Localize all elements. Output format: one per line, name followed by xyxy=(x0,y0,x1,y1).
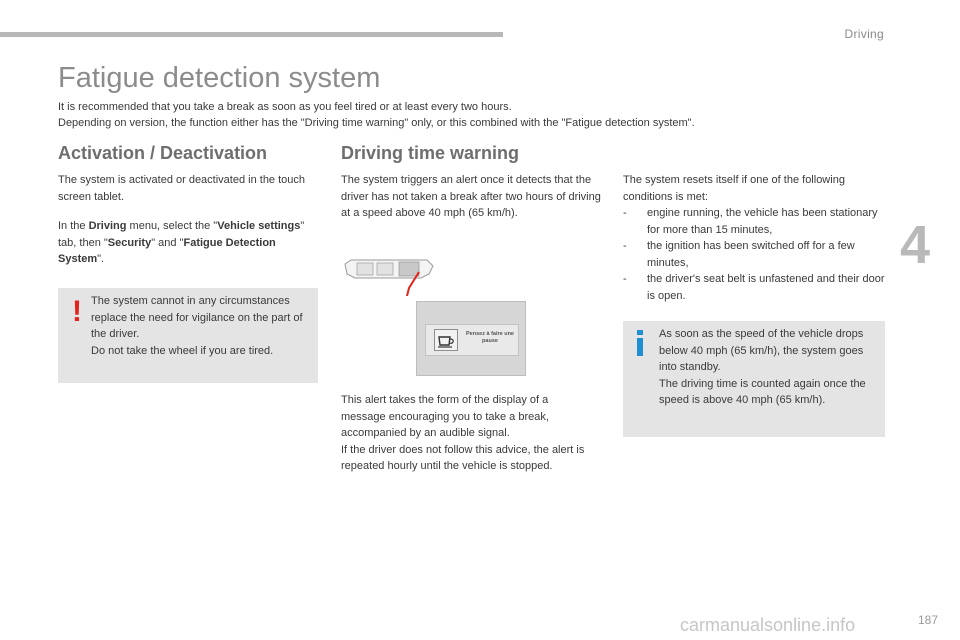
page-number: 187 xyxy=(917,613,938,627)
activation-menu-instructions xyxy=(58,218,313,268)
option-name: Security xyxy=(107,236,152,249)
info-box xyxy=(623,321,885,437)
list-item-text: the ignition has been switched off for a few minutes, xyxy=(647,240,855,269)
list-item-text: engine running, the vehicle has been stationary for more than 15 minutes, xyxy=(647,207,878,236)
page-title: Fatigue detection system xyxy=(58,62,381,94)
list-dash: - xyxy=(623,273,627,285)
warning-line: The system cannot in any circumstances replace the need for vigilance on the part of the driver. xyxy=(91,295,303,340)
top-rule xyxy=(0,32,503,37)
display-screen xyxy=(425,324,519,356)
option-name: Fatigue Detection System xyxy=(58,236,276,265)
coffee-cup-icon xyxy=(434,329,458,351)
text-run: " tab, then " xyxy=(58,220,305,249)
info-text xyxy=(659,326,881,409)
warning-box xyxy=(58,288,318,383)
text-run: ". xyxy=(97,253,105,265)
list-item xyxy=(623,238,885,271)
alert-text: If the driver does not follow this advice, the alert is repeated hourly until the vehicle is stopped. xyxy=(341,443,585,472)
list-item-text: the driver's seat belt is unfastened and their door is open. xyxy=(647,273,885,302)
reset-intro: The system resets itself if one of the following conditions is met: xyxy=(623,174,845,203)
driving-time-text: The system triggers an alert once it detects that the driver has not taken a break after two hours of driving at a speed above 40 mph (65 km/h). xyxy=(341,174,601,219)
warning-line: Do not take the wheel if you are tired. xyxy=(91,344,274,357)
dashboard-console-illustration xyxy=(341,252,436,296)
info-line: As soon as the speed of the vehicle drops below 40 mph (65 km/h), the system goes into standby. xyxy=(659,328,864,373)
display-message: Pensez à faire une pause xyxy=(466,331,514,344)
warning-text xyxy=(91,293,313,359)
intro-line: Depending on version, the function either has the "Driving time warning" only, or this combined with the "Fatigue detection system". xyxy=(58,117,695,129)
info-icon xyxy=(633,328,647,358)
reset-conditions xyxy=(623,172,885,304)
list-item xyxy=(623,205,885,238)
info-line: The driving time is counted again once the speed is above 40 mph (65 km/h). xyxy=(659,377,866,406)
driving-time-heading: Driving time warning xyxy=(341,143,520,163)
activation-heading: Activation / Deactivation xyxy=(58,143,268,163)
instrument-display-illustration xyxy=(416,301,526,376)
intro-line: It is recommended that you take a break as soon as you feel tired or at least every two hours. xyxy=(58,101,512,113)
activation-para xyxy=(58,172,313,205)
text-run: " and " xyxy=(151,236,184,249)
intro-text xyxy=(58,99,695,131)
alert-description xyxy=(341,392,591,475)
list-dash: - xyxy=(623,240,627,252)
alert-text: This alert takes the form of the display of a message encouraging you to take a break, accompanied by an audible signal. xyxy=(341,394,549,439)
menu-instruction-text xyxy=(58,218,313,268)
warning-icon: ! xyxy=(72,295,82,328)
list-item xyxy=(623,271,885,304)
menu-name: Driving xyxy=(88,220,127,232)
chapter-number: 4 xyxy=(900,215,931,275)
text-run: In the xyxy=(58,220,89,232)
text-run: menu, select the " xyxy=(126,220,218,232)
activation-para-text: The system is activated or deactivated in the touch screen tablet. xyxy=(58,174,306,203)
section-label: Driving xyxy=(844,27,884,41)
watermark: carmanualsonline.info xyxy=(680,615,856,635)
driving-time-para xyxy=(341,172,609,222)
tab-name: Vehicle settings xyxy=(217,220,301,232)
reset-condition-list xyxy=(623,205,885,304)
list-dash: - xyxy=(623,207,627,219)
